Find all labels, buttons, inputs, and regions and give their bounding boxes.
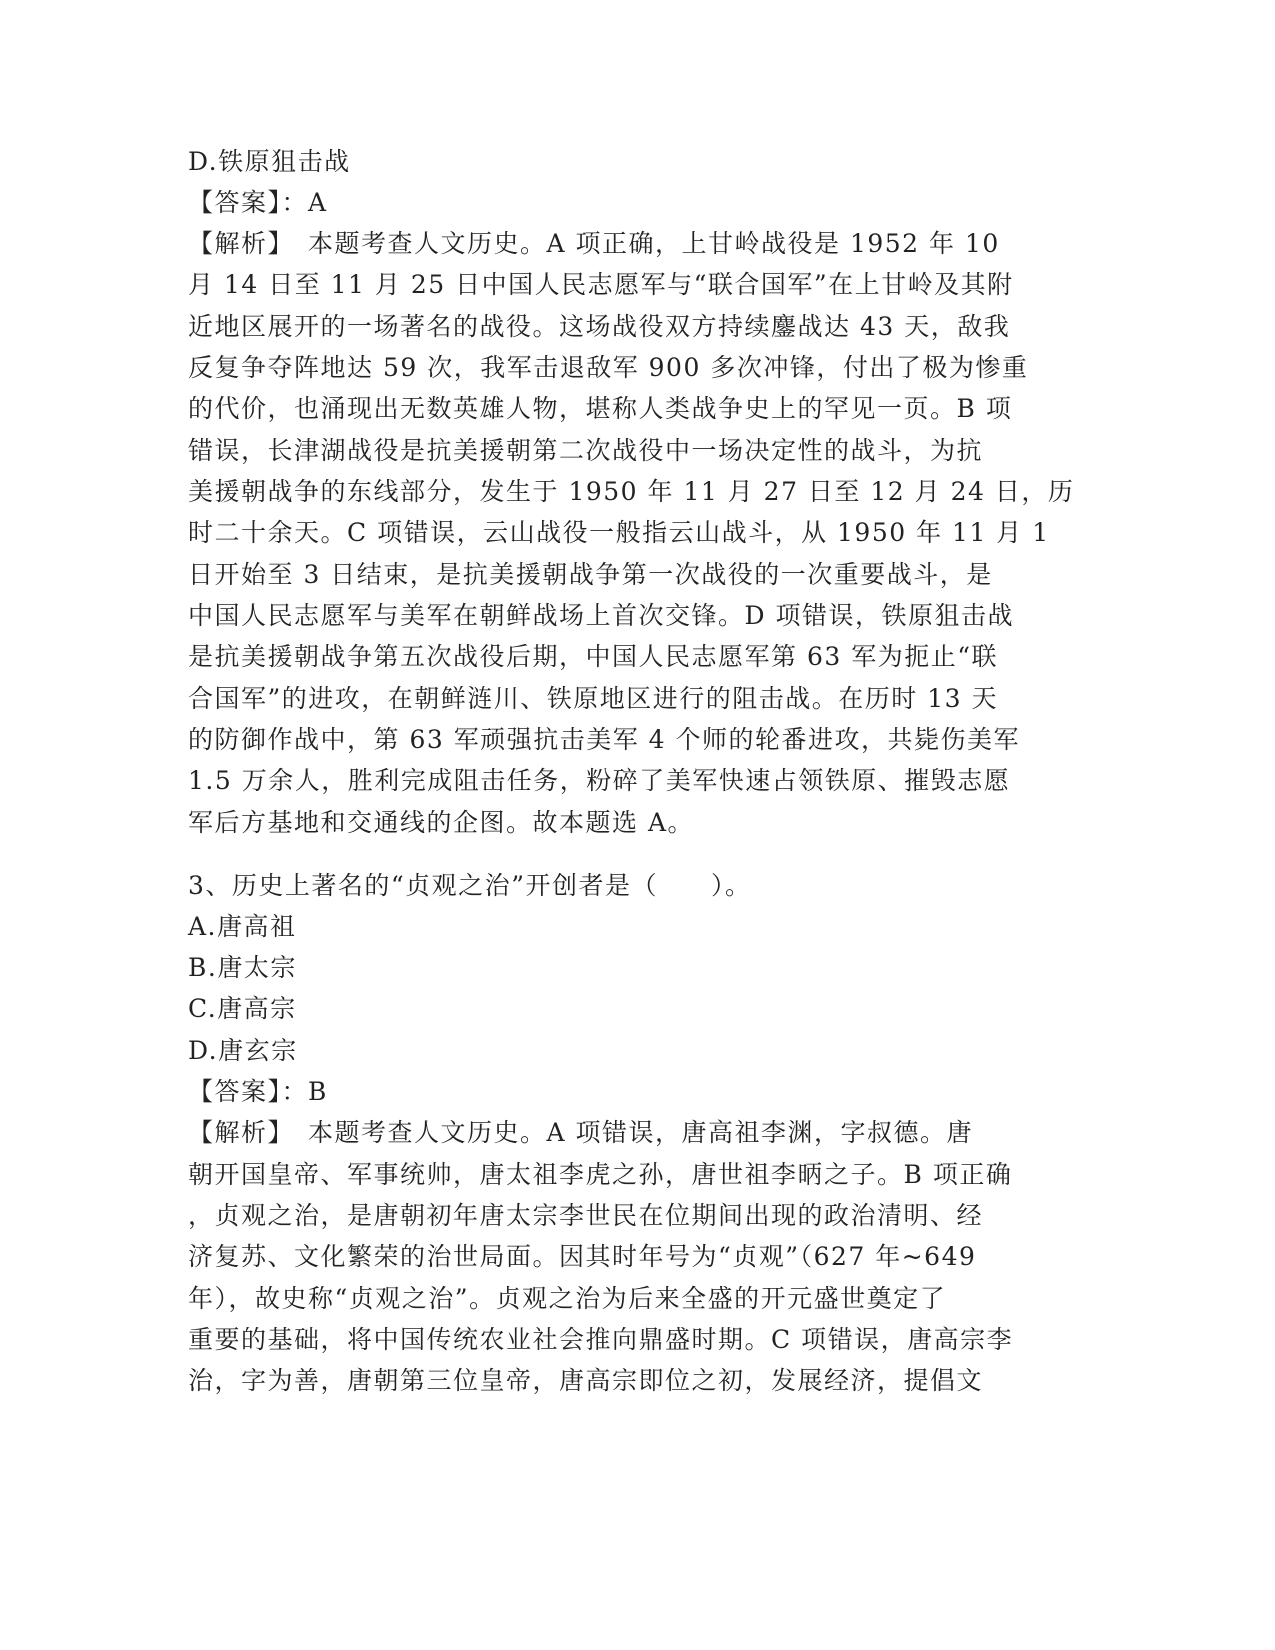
q3-analysis-line: 重要的基础，将中国传统农业社会推向鼎盛时期。C 项错误，唐高宗李 <box>188 1325 1014 1354</box>
q2-analysis-line: 月 14 日至 11 月 25 日中国人民志愿军与“联合国军”在上甘岭及其附 <box>188 270 1014 299</box>
q2-analysis-line: 是抗美援朝战争第五次战役后期，中国人民志愿军第 63 军为扼止“联 <box>188 642 998 671</box>
q3-question: 3、历史上著名的“贞观之治”开创者是（ ）。 <box>188 871 752 900</box>
q2-analysis-line: 时二十余天。C 项错误，云山战役一般指云山战斗，从 1950 年 11 月 1 <box>188 518 1050 547</box>
q3-analysis-line: 【解析】 本题考查人文历史。A 项错误，唐高祖李渊，字叔德。唐 <box>188 1118 974 1147</box>
q2-analysis-line: 的代价，也涌现出无数英雄人物，堪称人类战争史上的罕见一页。B 项 <box>188 394 1013 423</box>
q2-analysis-line: 中国人民志愿军与美军在朝鲜战场上首次交锋。D 项错误，铁原狙击战 <box>188 601 1014 630</box>
q3-option-d: D.唐玄宗 <box>188 1036 298 1065</box>
q2-answer: 【答案】：A <box>188 188 328 217</box>
q3-option-a: A.唐高祖 <box>188 912 297 941</box>
q2-analysis-line: 的防御作战中，第 63 军顽强抗击美军 4 个师的轮番进攻，共毙伤美军 <box>188 725 1021 754</box>
q2-analysis-line: 日开始至 3 日结束，是抗美援朝战争第一次战役的一次重要战斗，是 <box>188 560 993 589</box>
q3-analysis-line: 朝开国皇帝、军事统帅，唐太祖李虎之孙，唐世祖李昞之子。B 项正确 <box>188 1160 1013 1189</box>
q2-analysis-line: 错误，长津湖战役是抗美援朝第二次战役中一场决定性的战斗，为抗 <box>188 436 984 465</box>
q3-answer: 【答案】：B <box>188 1077 328 1106</box>
q3-analysis-line: 济复苏、文化繁荣的治世局面。因其时年号为“贞观”（627 年~649 <box>188 1242 977 1271</box>
q2-analysis-line: 【解析】 本题考查人文历史。A 项正确，上甘岭战役是 1952 年 10 <box>188 229 1000 258</box>
q2-analysis-line: 军后方基地和交通线的企图。故本题选 A。 <box>188 808 695 837</box>
q2-analysis-line: 反复争夺阵地达 59 次，我军击退敌军 900 多次冲锋，付出了极为惨重 <box>188 353 1029 382</box>
q3-analysis-line: ，贞观之治，是唐朝初年唐太宗李世民在位期间出现的政治清明、经 <box>188 1201 984 1230</box>
q3-option-b: B.唐太宗 <box>188 953 297 982</box>
q3-option-c: C.唐高宗 <box>188 994 297 1023</box>
q2-analysis-line: 1.5 万余人，胜利完成阻击任务，粉碎了美军快速占领铁原、摧毁志愿 <box>188 766 1011 795</box>
q2-analysis-line: 美援朝战争的东线部分，发生于 1950 年 11 月 27 日至 12 月 24 日，历 <box>188 477 1075 506</box>
q2-option-d: D.铁原狙击战 <box>188 147 351 176</box>
q2-analysis-line: 近地区展开的一场著名的战役。这场战役双方持续鏖战达 43 天，敌我 <box>188 312 1011 341</box>
q2-analysis-line: 合国军”的进攻，在朝鲜涟川、铁原地区进行的阻击战。在历时 13 天 <box>188 684 998 713</box>
q3-analysis-line: 年），故史称“贞观之治”。贞观之治为后来全盛的开元盛世奠定了 <box>188 1284 947 1313</box>
q3-analysis-line: 治，字为善，唐朝第三位皇帝，唐高宗即位之初，发展经济，提倡文 <box>188 1366 984 1395</box>
